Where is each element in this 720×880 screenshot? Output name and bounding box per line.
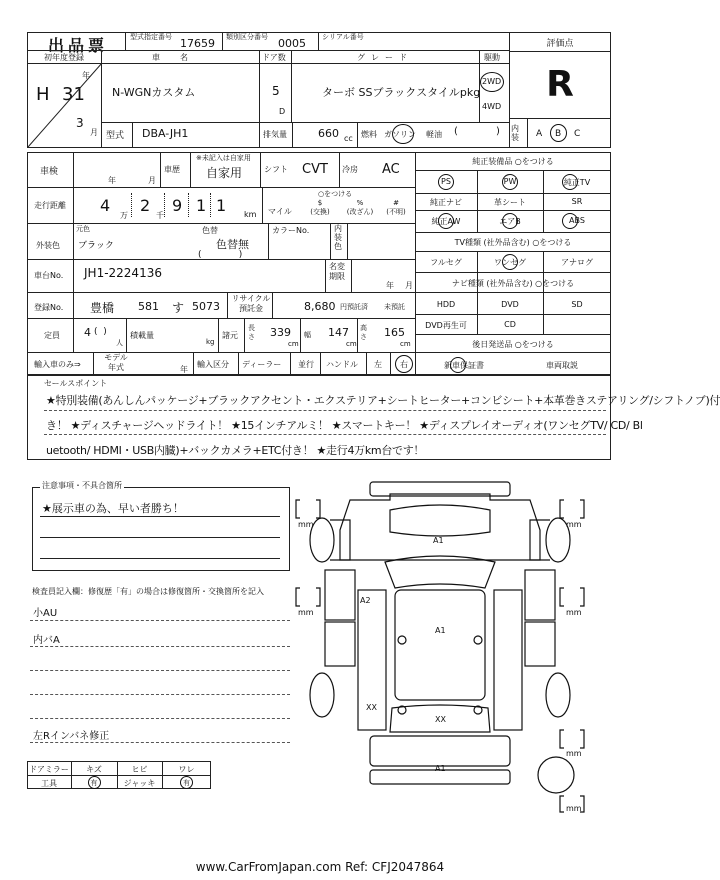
diagram-mark-6: A1	[435, 764, 446, 773]
mm-label-6: mm	[566, 804, 582, 813]
fuel-value: ガソリン	[384, 130, 416, 139]
recycle-unpaid: 未預託	[384, 303, 405, 311]
tv-full: フルセグ	[430, 258, 462, 267]
import-type-label: 輸入区分	[197, 360, 229, 369]
drive-2wd: 2WD	[482, 77, 502, 86]
height-value: 165	[384, 326, 405, 339]
legend-crack: ヒビ	[131, 765, 148, 774]
original-color-value: ブラック	[78, 241, 114, 251]
equip-pw: PW	[503, 177, 517, 186]
capacity-unit: 人	[116, 339, 123, 347]
interior-grade-b: B	[555, 129, 562, 139]
equip-ps: PS	[441, 177, 451, 186]
grade-value: ターボ SSブラックスタイルpkg	[322, 86, 481, 99]
reg-area: 豊橋	[90, 301, 115, 315]
mm-label-4: mm	[566, 608, 582, 617]
legend-tools: 工具	[41, 779, 57, 788]
mileage-circle-note: ○をつける	[318, 190, 353, 198]
mileage-digit-5: 1	[216, 196, 227, 215]
model-year-unit: 年	[180, 365, 188, 374]
handle-right: 右	[400, 360, 408, 369]
legend-jack-circle	[180, 776, 193, 789]
name-change-month: 月	[405, 281, 413, 290]
height-unit: cm	[400, 340, 411, 348]
paint-paren: ( )	[198, 250, 243, 260]
displacement-value: 660	[318, 127, 339, 140]
tv-header: TV種類 (社外品含む) ○をつける	[454, 238, 572, 247]
navi-dvd: DVD	[501, 300, 519, 309]
import-parallel: 並行	[298, 360, 314, 369]
doors-label: ドア数	[262, 53, 286, 62]
model-value: DBA-JH1	[142, 127, 189, 140]
fuel-circle	[392, 124, 414, 144]
year-unit: 年	[82, 71, 90, 80]
mileage-sen: 千	[156, 211, 164, 220]
inspector-line-6: 左Rインバネ修正	[33, 731, 110, 742]
model-year-label: モデル 年式	[104, 353, 128, 372]
legend-jack: ジャッキ	[123, 779, 156, 788]
paint-label: 色替	[202, 226, 218, 235]
recycle-unit: 円預託済	[340, 303, 368, 311]
equip-airbag-circle	[502, 213, 518, 229]
navi-cd: CD	[504, 320, 516, 329]
interior-color-label: 内装色	[334, 224, 342, 251]
model-label: 型式	[106, 131, 125, 141]
sales-line-1: ★特別装備(あんしんパッケージ+ブラックアクセント・エクステリア+シートヒーター+コンビシート+本革巻きステアリング/シフトノブ)付	[46, 394, 720, 407]
width-unit: cm	[346, 340, 357, 348]
ac-value: AC	[382, 162, 400, 177]
legend-scratch: キズ	[86, 765, 102, 774]
category-value: 0005	[278, 37, 306, 50]
shift-label: シフト	[264, 165, 288, 174]
rating-label: 評価点	[546, 39, 574, 49]
equip-tv: 純正TV	[563, 178, 591, 187]
month-unit: 月	[90, 128, 98, 137]
width-label: 幅	[304, 331, 311, 339]
type-cert-label: 型式指定番号	[130, 33, 172, 41]
mm-label-1: mm	[298, 520, 314, 529]
mileage-unit: km	[244, 210, 257, 219]
inspection-year-unit: 年	[108, 176, 116, 185]
handle-right-circle	[395, 355, 413, 373]
reg-number: 5073	[192, 300, 220, 313]
equip-aw: 純正AW	[431, 217, 461, 226]
name-change-year: 年	[386, 281, 394, 290]
load-unit: kg	[206, 338, 215, 346]
month-value: 3	[76, 116, 84, 130]
legend-tools-circle	[88, 776, 101, 789]
doors-suffix: D	[279, 107, 286, 116]
equip-ps-circle	[438, 174, 454, 190]
fuel-label: 燃料	[361, 130, 377, 139]
length-label: 長さ	[248, 324, 255, 341]
mileage-unknown: # (不明)	[386, 199, 406, 216]
legend-tools-yes: 有	[90, 779, 98, 787]
equip-navi: 純正ナビ	[430, 198, 462, 207]
category-label: 類別区分番号	[226, 33, 268, 41]
year-value: 31	[62, 84, 85, 105]
diagram-mark-3: A1	[435, 626, 446, 635]
drive-label: 駆動	[484, 53, 500, 62]
handle-left: 左	[374, 360, 382, 369]
interior-grade-a: A	[536, 129, 543, 139]
type-label: 諸元	[222, 331, 238, 340]
equip-tv-circle	[562, 174, 578, 190]
capacity-label: 定員	[44, 331, 60, 340]
legend-break: ワレ	[178, 765, 195, 774]
equip-abs-circle	[562, 213, 578, 229]
inspection-month-unit: 月	[148, 176, 156, 185]
tv-oneseg: ワンセグ	[494, 258, 526, 267]
page-title: 出品票	[48, 36, 109, 55]
capacity-value: 4	[84, 326, 91, 339]
grade-label: グレード	[357, 53, 413, 62]
navi-hdd: HDD	[436, 300, 456, 309]
sales-line-2: き！ ★ディスチャージヘッドライト！ ★15インチアルミ！ ★スマートキー！ ★ディスプレイオーディオ(ワンセグTV/ CD/ Bl	[46, 419, 643, 432]
docs-warranty: 新車保証書	[444, 361, 484, 370]
car-diagram	[290, 470, 610, 820]
type-cert-value: 17659	[180, 37, 215, 50]
docs-header: 後日発送品 ○をつける	[472, 340, 554, 349]
interior-label: 内装	[511, 124, 519, 142]
docs-warranty-circle	[450, 357, 466, 373]
oil-paren: ( )	[454, 126, 500, 137]
serial-label: シリアル番号	[322, 33, 364, 41]
footer-ref: www.CarFromJapan.com Ref: CFJ2047864	[195, 860, 445, 874]
inspector-line-2: 内バA	[33, 635, 60, 646]
shift-value: CVT	[302, 162, 328, 177]
mileage-digit-3: 9	[172, 196, 183, 215]
interior-grade-c: C	[574, 129, 581, 139]
equip-sr: SR	[571, 197, 583, 206]
mm-label-3: mm	[298, 608, 314, 617]
mm-label-5: mm	[566, 749, 582, 758]
import-label: 輸入車のみ⇒	[34, 360, 81, 369]
recycle-label: リサイクル預託金	[231, 294, 271, 313]
displacement-unit: cc	[344, 134, 353, 143]
name-label: 車名	[152, 53, 208, 62]
ac-label: 冷房	[342, 165, 358, 174]
docs-manual: 車両取説	[546, 361, 578, 370]
navi-sd: SD	[571, 300, 583, 309]
height-label: 高さ	[360, 324, 367, 341]
mileage-tamper: % (改ざん)	[346, 199, 374, 216]
color-label: 外装色	[36, 241, 60, 250]
chassis-label: 車台No.	[34, 271, 64, 280]
displacement-label: 排気量	[263, 130, 287, 139]
recycle-value: 8,680	[304, 300, 336, 313]
navi-dvd-play: DVD再生可	[425, 321, 467, 330]
load-label: 積載量	[130, 331, 154, 340]
handle-label: ハンドル	[326, 360, 358, 369]
mileage-digit-2: 2	[140, 196, 151, 215]
chassis-value: JH1-2224136	[84, 266, 162, 280]
equip-leather: 革シート	[494, 198, 526, 207]
color-no-label: カラーNo.	[272, 226, 310, 235]
drive-4wd: 4WD	[482, 102, 502, 111]
equip-aw-circle	[438, 213, 454, 229]
rating-value: R	[546, 64, 574, 105]
reg-class: 581	[138, 300, 159, 313]
mileage-man: 万	[120, 211, 128, 220]
name-change-label: 名変期限	[329, 262, 345, 281]
drive-2wd-circle	[480, 72, 504, 92]
equip-abs: ABS	[569, 216, 585, 225]
sales-line-3: uetooth/ HDMI・USB内臓)+バックカメラ+ETC付き！ ★走行4万km台です！	[46, 444, 425, 457]
equip-airbag: エアB	[499, 217, 521, 226]
mileage-exchange: $ (交換)	[310, 199, 330, 216]
light-oil-label: 軽油	[426, 130, 442, 139]
equip-pw-circle	[502, 174, 518, 190]
use-label: 車歴	[164, 165, 180, 174]
mileage-mile: マイル	[268, 207, 292, 216]
legend-mirror: ドアミラー	[29, 765, 69, 774]
mm-label-2: mm	[566, 520, 582, 529]
import-dealer: ディーラー	[242, 360, 282, 369]
length-unit: cm	[288, 340, 299, 348]
sales-label: セールスポイント	[44, 379, 108, 388]
diagram-mark-1: A1	[433, 536, 444, 545]
use-value: 自家用	[206, 166, 243, 180]
interior-grade-circle	[550, 124, 567, 142]
diagram-mark-4: XX	[366, 703, 377, 712]
width-value: 147	[328, 326, 349, 339]
use-note: ※未記入は自家用	[196, 154, 251, 162]
mileage-label: 走行距離	[34, 201, 66, 210]
legend-jack-yes: 有	[183, 779, 190, 787]
navi-header: ナビ種類 (社外品含む) ○をつける	[451, 279, 575, 288]
original-color-label: 元色	[76, 225, 90, 233]
diagram-mark-5: XX	[435, 715, 446, 724]
paint-value: 色替無	[216, 238, 249, 251]
reg-label: 登録No.	[34, 303, 64, 312]
tv-analog: アナログ	[561, 258, 593, 267]
inspector-label: 検査員記入欄：修復歴「有」の場合は修復箇所・交換箇所を記入	[32, 587, 264, 596]
mileage-digit-1: 4	[100, 196, 111, 215]
notes-line-1: ★展示車の為、早い者勝ち！	[42, 502, 184, 515]
tv-oneseg-circle	[502, 254, 518, 270]
diagram-mark-2: A2	[360, 596, 371, 605]
mileage-digit-4: 1	[196, 196, 207, 215]
inspector-line-1: 小AU	[33, 608, 58, 619]
era-value: H	[36, 84, 50, 105]
doors-value: 5	[272, 84, 280, 98]
reg-kana: す	[172, 301, 185, 315]
capacity-paren: ( )	[94, 327, 107, 337]
notes-label: 注意事項・不具合箇所	[42, 481, 122, 490]
inspection-label: 車検	[40, 167, 59, 177]
first-reg-label: 初年度登録	[44, 53, 84, 62]
length-value: 339	[270, 326, 291, 339]
genuine-header: 純正装備品 ○をつける	[472, 157, 554, 166]
car-name: N-WGNカスタム	[112, 86, 196, 99]
